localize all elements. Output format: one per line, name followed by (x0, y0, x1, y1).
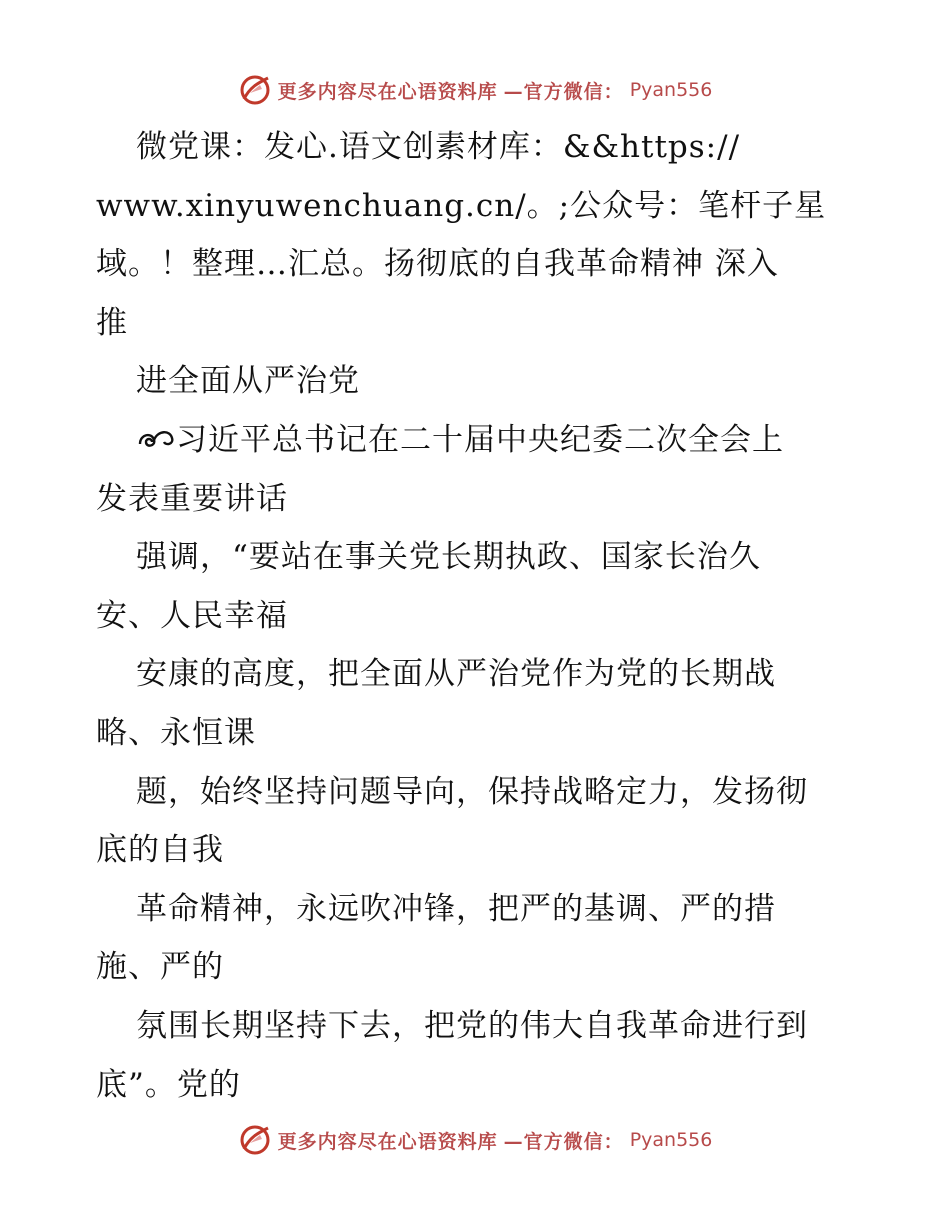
text-line-5: 进全面从严治党 (136, 363, 360, 400)
banner-text: 更多内容尽在心语资料库 (277, 80, 498, 103)
text-line-6 (96, 411, 856, 470)
document-body (96, 118, 856, 1114)
footer-banner-wechat-id: Pyan556 (629, 1129, 713, 1151)
text-line-13: 底的自我 (96, 832, 224, 869)
text-line-10: 安康的高度，把全面从严治党作为党的长期战 (136, 656, 776, 693)
pen-logo-icon (238, 1123, 272, 1157)
text-line-1: 微党课：发心.语文创素材库：&&https:// (136, 129, 741, 165)
text-line-12: 题，始终坚持问题导向，保持战略定力，发扬彻 (136, 773, 808, 810)
header-banner (0, 70, 950, 110)
text-line-9: 安、人民幸福 (96, 597, 288, 634)
text-line-11: 略、永恒课 (96, 714, 256, 751)
footer-banner-text: 更多内容尽在心语资料库 (277, 1130, 498, 1153)
text-line-7: 发表重要讲话 (96, 480, 288, 517)
banner-wechat-id: Pyan556 (629, 79, 713, 101)
footer-banner-separator: —官方微信： (503, 1130, 624, 1153)
text-line-15: 施、严的 (96, 949, 224, 986)
text-line-4: 推 (96, 304, 128, 341)
text-line-17: 底”。党的 (96, 1066, 241, 1103)
text-line-6-content: 习近平总书记在二十届中央纪委二次全会上 (176, 421, 784, 458)
pen-logo-icon (238, 73, 272, 107)
swirl-bullet-icon (136, 424, 176, 452)
footer-banner (0, 1120, 950, 1160)
text-line-2: www.xinyuwenchuang.cn/。;公众号：笔杆子星 (96, 187, 827, 224)
text-line-3: 域。！整理…汇总。扬彻底的自我革命精神 深入 (96, 246, 779, 283)
text-line-16: 氛围长期坚持下去，把党的伟大自我革命进行到 (136, 1007, 808, 1044)
banner-separator: —官方微信： (503, 80, 624, 103)
text-line-8: 强调，“要站在事关党长期执政、国家长治久 (136, 539, 761, 576)
text-line-14: 革命精神，永远吹冲锋，把严的基调、严的措 (136, 890, 776, 927)
